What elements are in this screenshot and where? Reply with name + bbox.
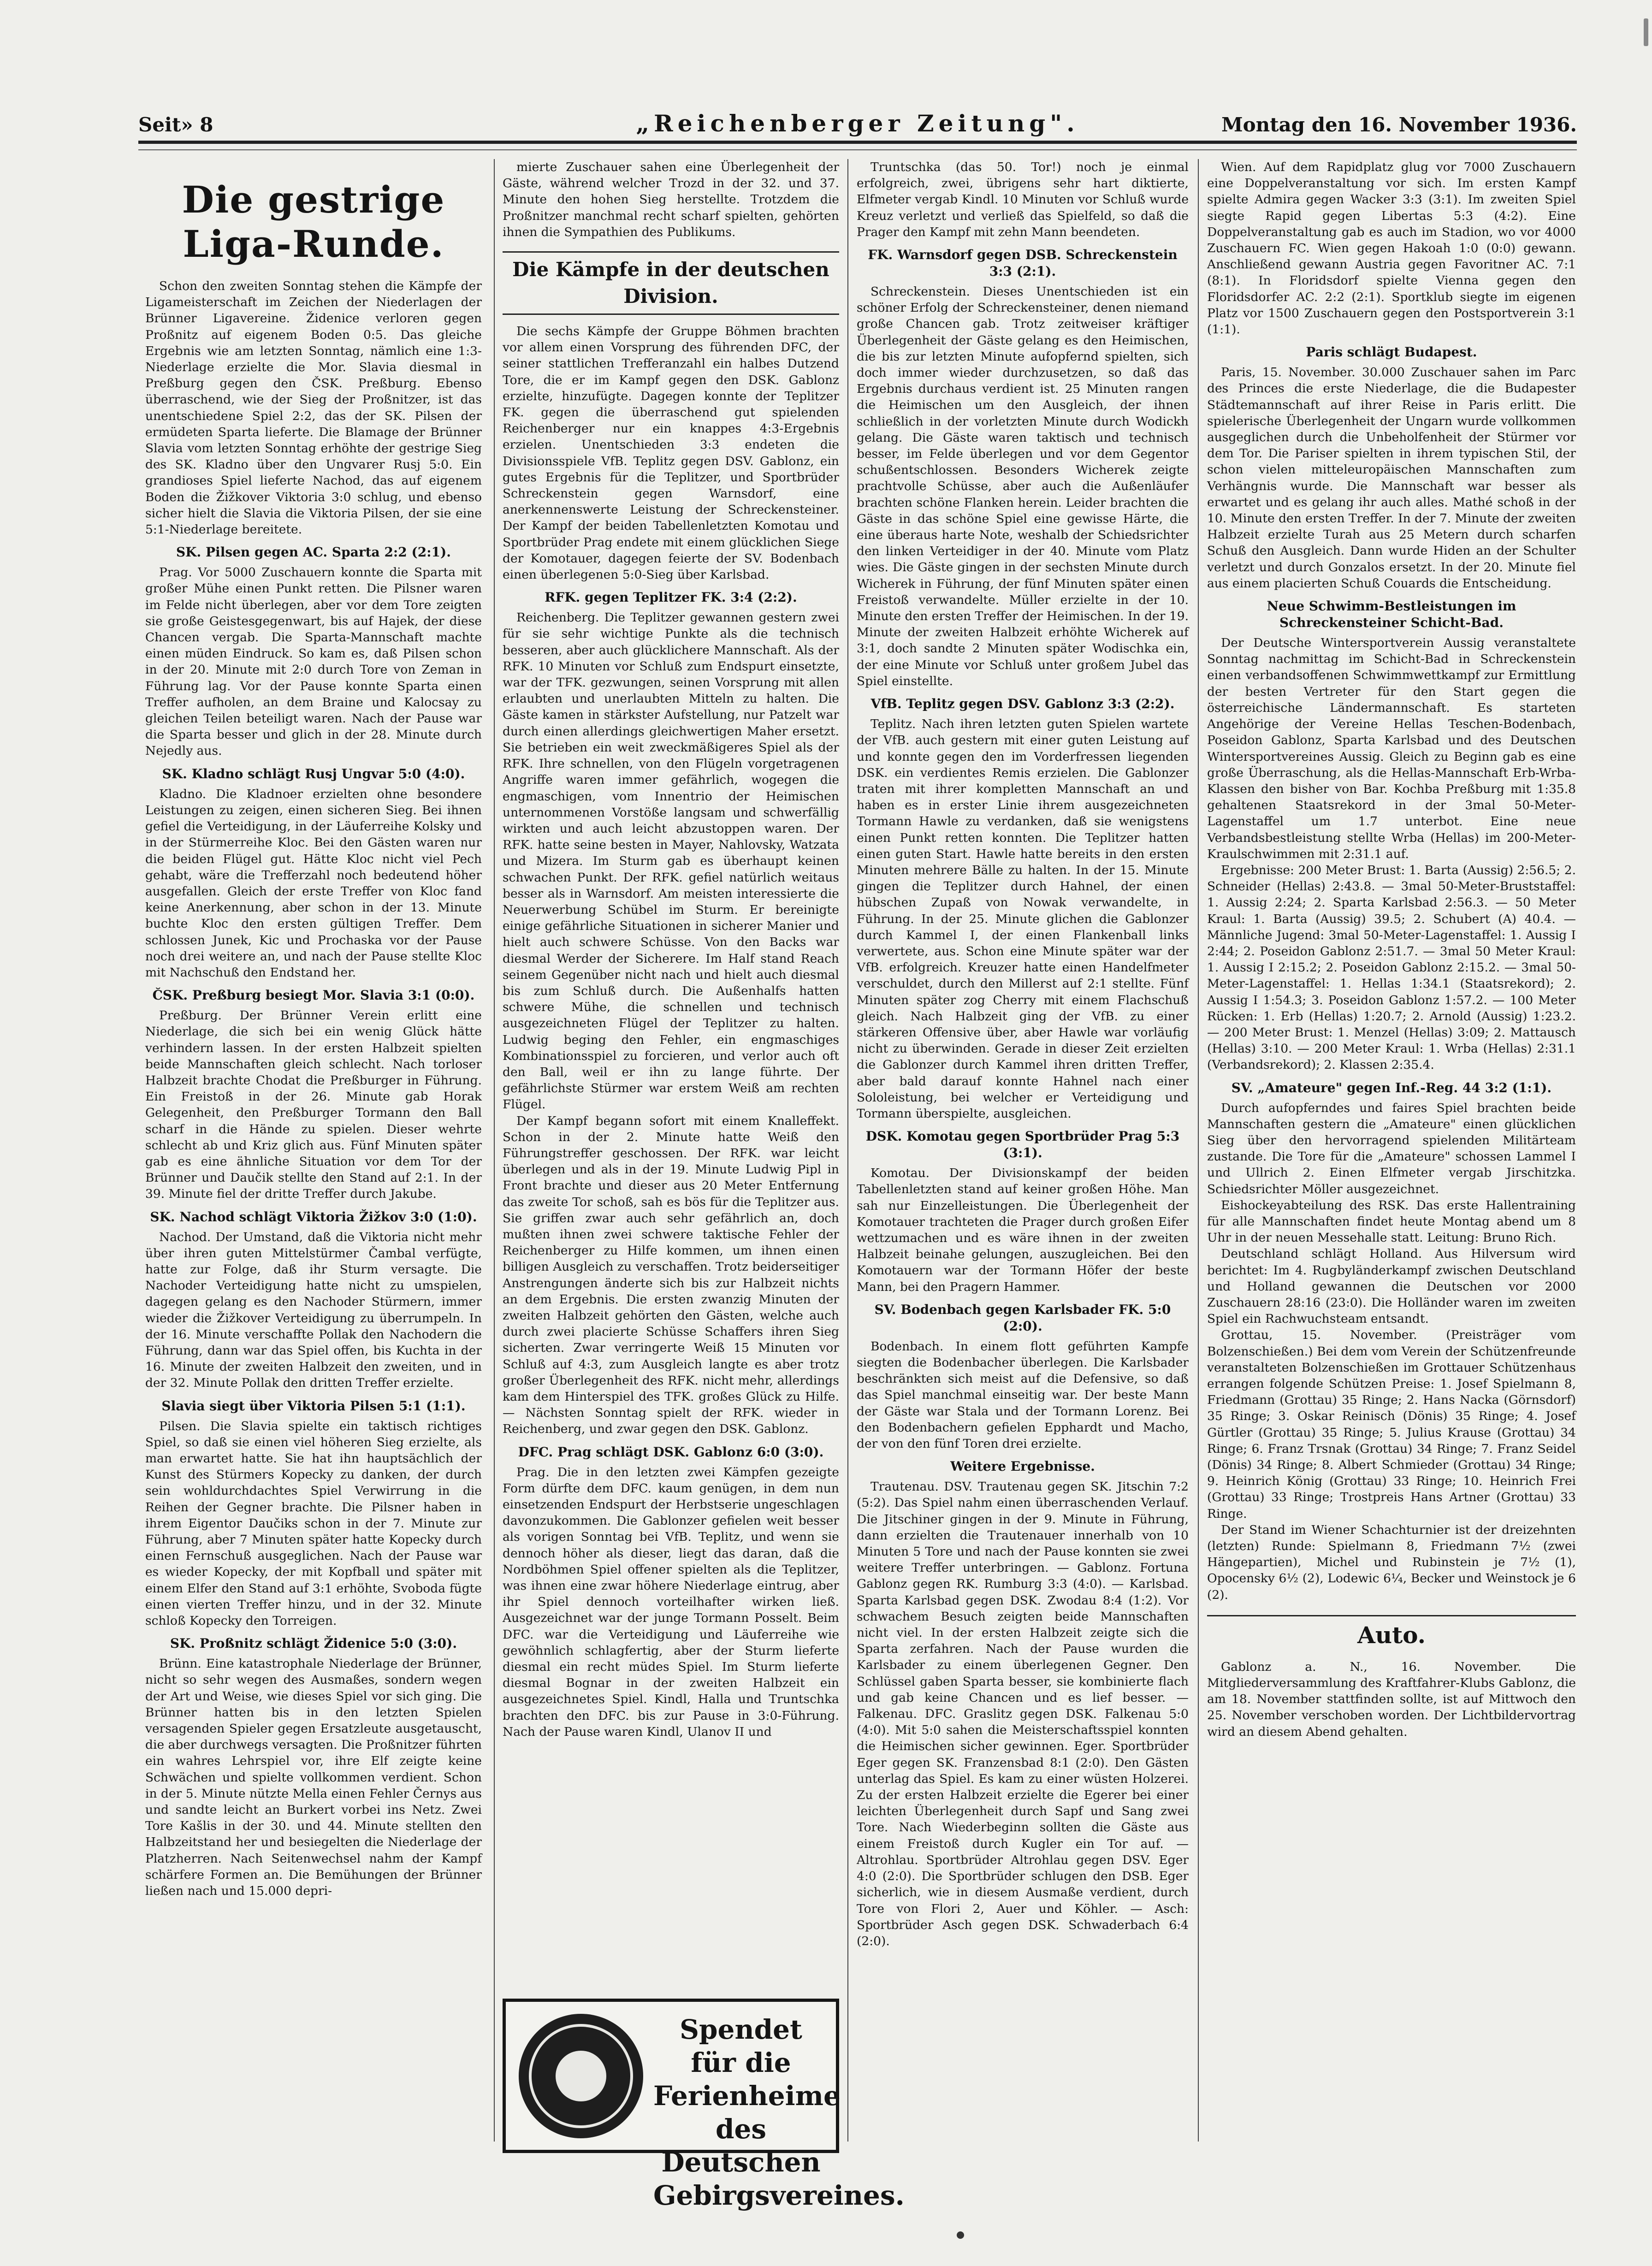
section-heading: RFK. gegen Teplitzer FK. 3:4 (2:2). xyxy=(545,590,797,605)
column-divider xyxy=(494,159,495,2142)
column-3 xyxy=(857,159,1189,1949)
section-heading: Weitere Ergebnisse. xyxy=(950,1459,1095,1474)
scan-edge-mark xyxy=(1644,18,1648,46)
section-heading: SV. „Amateure" gegen Inf.-Reg. 44 3:2 (1:1). xyxy=(1231,1080,1552,1095)
headline-liga-runde: Die gestrige Liga-Runde. xyxy=(182,178,445,266)
article-paragraph: Durch aufopferndes und faires Spiel brachten beide Mannschaften gestern die „Amateure" einen glücklichen Sieg über den hervorragend spielenden Militärteam zustande. Die Tore für die „Amateure" schossen Lammel I und Ullrich 2. Einen Elfmeter vergab Jirschitzka. Schiedsrichter Möller ausgezeichnet. xyxy=(1207,1100,1576,1196)
article-paragraph: Komotau. Der Divisionskampf der beiden Tabellenletzten stand auf keiner großen Höhe. Man sah nur Einzelleistungen. Die Überlegenheit der Komotauer trachteten die Prager durch großen Eifer wettzumachen und es wäre ihnen in der zweiten Halbzeit beinahe gelungen, auszugleichen. Bei den Komotauern war der Tormann Höfer der beste Mann, bei den Pragern Hammer. xyxy=(857,1166,1189,1294)
section-heading: DFC. Prag schlägt DSK. Gablonz 6:0 (3:0). xyxy=(518,1444,824,1460)
section-heading: SK. Nachod schlägt Viktoria Žižkov 3:0 (1:0). xyxy=(150,1209,477,1225)
article-paragraph: Der Stand im Wiener Schachturnier ist der dreizehnten (letzten) Runde: Spielmann 8, Friedmann 7½ (zwei Hängepartien), Michel und Rubinstein je 7½ (1), Opocensky 6½ (2), Lodewic 6¼, Becker und Weinstock je 6 (2). xyxy=(1207,1522,1576,1602)
page-number: Seit» 8 xyxy=(138,113,213,136)
column-2 xyxy=(503,159,839,1740)
article-paragraph: Ergebnisse: 200 Meter Brust: 1. Barta (Aussig) 2:56.5; 2. Schneider (Hellas) 2:43.8. — 3mal 50-Meter-Bruststaffel: 1. Aussig 2:24; 2. Sparta Karlsbad 2:56.3. — 50 Meter Kraul: 1. Barta (Aussig) 39.5; 2. Schubert (A) 40.4. — Männliche Jugend: 3mal 50-Meter-Lagenstaffel: 1. Aussig I 2:44; 2. Poseidon Gablonz 2:51.7. — 3mal 50 Meter Kraul: 1. Aussig I 2:15.2; 2. Poseidon Gablonz 2:15.2. — 3mal 50-Meter-Lagenstaffel: 1. Hellas 1:34.1 (Staatsrekord); 2. Aussig I 1:54.3; 3. Poseidon Gablonz 1:57.2. — 100 Meter Rücken: 1. Erb (Hellas) 1:20.7; 2. Arnold (Aussig) 1:23.2. — 200 Meter Brust: 1. Menzel (Hellas) 3:09; 2. Mattausch (Hellas) 3:10. — 200 Meter Kraul: 1. Wrba (Hellas) 2:31.1 (Verbandsrekord); 2. Klassen 2:35.4. xyxy=(1207,863,1576,1072)
page-header xyxy=(138,110,1577,142)
advertisement-text xyxy=(653,2013,905,2212)
article-paragraph: Bodenbach. In einem flott geführten Kampfe siegten die Bodenbacher überlegen. Die Karlsbader beschränkten sich meist auf die Defensive, so daß das Spiel manchmal einseitig war. Der beste Mann der Gäste war Stala und der Tormann Lorenz. Bei den Bodenbachern gefielen Epphardt und Macho, der von den fünf Toren drei erzielte. xyxy=(857,1339,1189,1451)
article-paragraph: Trautenau. DSV. Trautenau gegen SK. Jitschin 7:2 (5:2). Das Spiel nahm einen überraschenden Verlauf. Die Jitschiner gingen in der 9. Minute in Führung, dann erzielten die Trautenauer innerhalb von 10 Minuten 5 Tore und nach der Pause konnten sie zwei weitere Treffer unterbringen. — Gablonz. Fortuna Gablonz gegen RK. Rumburg 3:3 (4:0). — Karlsbad. Sparta Karlsbad gegen DSK. Zwodau 8:4 (1:2). Vor schwachem Besuch zeigten beide Mannschaften nicht viel. In der ersten Halbzeit zeigte sich die Sparta zerfahren. Nach der Pause wurden die Karlsbader zu einem überlegenen Gegner. Den Schlüssel gaben Sparta besser, sie kombinierte flach und gab keine Chancen und es lief besser. — Falkenau. DFC. Graslitz gegen DSK. Falkenau 5:0 (4:0). Mit 5:0 sahen die Meisterschaftsspiel konnten die Heimischen sicher gewinnen. Eger. Sportbrüder Eger gegen SK. Franzensbad 8:1 (2:0). Den Gästen unterlag das Spiel. Es kam zu einer wüsten Holzerei. Zu der ersten Halbzeit erzielte die Egerer bei einer leichten Überlegenheit durch Sapf und Sang zwei Tore. Nach Wiederbeginn sollten die Gäste aus einem Freistoß durch Kugler ein Tor auf. — Altrohlau. Sportbrüder Altrohlau gegen DSV. Eger 4:0 (2:0). Die Sportbrüder schlugen den DSB. Eger sicherlich, wie in diesem Ausmaße verdient, durch Tore von Flori 2, Auer und Köhler. — Asch: Sportbrüder Asch gegen DSK. Schwaderbach 6:4 (2:0). xyxy=(857,1479,1189,1948)
column-divider xyxy=(847,159,848,2142)
article-paragraph: Deutschland schlägt Holland. Aus Hilversum wird berichtet: Im 4. Rugbyländerkampf zwischen Deutschland und Holland gewannen die Deutschen vor 2000 Zuschauern 28:16 (23:0). Die Holländer waren im zweiten Spiel ein Rachwuchsteam entsandt. xyxy=(1207,1247,1576,1326)
article-paragraph: Gablonz a. N., 16. November. Die Mitgliederversammlung des Kraftfahrer-Klubs Gablonz, die am 18. November stattfinden sollte, ist auf Mittwoch den 25. November verschoben worden. Der Lichtbildervortrag wird an diesem Abend gehalten. xyxy=(1207,1659,1576,1739)
print-mark xyxy=(957,2231,964,2239)
article-paragraph: Prag. Vor 5000 Zuschauern konnte die Sparta mit großer Mühe einen Punkt retten. Die Pilsner waren im Felde nicht überlegen, aber vor dem Tore zeigten sie große Geistesgegenwart, bis auf Hajek, der diese Chancen vergab. Die Sparta-Mannschaft machte einen müden Eindruck. So kam es, daß Pilsen schon in der 20. Minute mit 2:0 durch Tore von Zeman in Führung lag. Vor der Pause konnte Sparta einen Treffer aufholen, an dem Braine und Kalocsay zu gleichen Teilen beteiligt waren. Nach der Pause war die Sparta besser und glich in der 28. Minute durch Nejedly aus. xyxy=(145,565,482,758)
article-paragraph: Grottau, 15. November. (Preisträger vom Bolzenschießen.) Bei dem vom Verein der Schützenfreunde veranstalteten Bolzenschießen im Grottauer Schützenhaus errangen folgende Schützen Preise: 1. Josef Spielmann 8, Friedmann (Grottau) 35 Ringe; 2. Hans Nacka (Görnsdorf) 35 Ringe; 3. Oskar Reinisch (Dönis) 35 Ringe; 4. Josef Gürtler (Grottau) 35 Ringe; 5. Julius Krause (Grottau) 34 Ringe; 6. Franz Trsnak (Grottau) 34 Ringe; 7. Franz Seidel (Dönis) 34 Ringe; 8. Albert Schmieder (Grottau) 34 Ringe; 9. Heinrich König (Grottau) 33 Ringe; 10. Heinrich Frei (Grottau) 33 Ringe; Trostpreis Hans Artner (Grottau) 33 Ringe. xyxy=(1207,1328,1576,1521)
section-heading: SV. Bodenbach gegen Karlsbader FK. 5:0 (2:0). xyxy=(874,1302,1171,1334)
article-paragraph: mierte Zuschauer sahen eine Überlegenheit der Gäste, während welcher Trozd in der 32. und 37. Minute den hohen Sieg herstellte. Trotzdem die Proßnitzer manchmal recht scharf spielten, gehörten ihnen die Sympathien des Publikums. xyxy=(503,160,839,239)
article-paragraph: Schon den zweiten Sonntag stehen die Kämpfe der Ligameisterschaft im Zeichen der Niederlagen der Brünner Ligavereine. Židenice verloren gegen Proßnitz auf eigenem Boden 0:5. Das gleiche Ergebnis wie am letzten Sonntag, nämlich eine 1:3-Niederlage erzielte die Mor. Slavia diesmal in Preßburg gegen den ČSK. Preßburg. Ebenso überraschend, wie der Sieg der Proßnitzer, ist das unentschiedene Spiel 2:2, das der SK. Pilsen der ermüdeten Sparta lieferte. Die Blamage der Brünner Slavia vom letzten Sonntag erhöhte der gestrige Sieg des SK. Kladno über den Ungvarer Rusj 5:0. Ein grandioses Spiel lieferte Nachod, das auf eigenem Boden die Žižkover Viktoria 3:0 schlug, und ebenso sicher hielt die Slavia die Viktoria Pilsen, der sie eine 5:1-Niederlage bereitete. xyxy=(145,279,482,537)
article-paragraph: Truntschka (das 50. Tor!) noch je einmal erfolgreich, zwei, übrigens sehr hart diktierte, Elfmeter vergab Kindl. 10 Minuten vor Schluß wurde Kreuz verletzt und verließ das Spielfeld, so daß die Prager den Kampf mit zehn Mann beendeten. xyxy=(857,160,1189,239)
section-heading: Paris schlägt Budapest. xyxy=(1306,344,1477,360)
header-rule xyxy=(138,141,1577,150)
section-heading: SK. Kladno schlägt Rusj Ungvar 5:0 (4:0). xyxy=(162,766,465,781)
article-paragraph: Kladno. Die Kladnoer erzielten ohne besondere Leistungen zu zeigen, einen sicheren Sieg. Bei ihnen gefiel die Verteidigung, in der Läuferreihe Kolsky und in der Stürmerreihe Kloc. Bei den Gästen waren nur die beiden Flügel gut. Hätte Kloc nicht viel Pech gehabt, wäre die Trefferzahl noch bedeutend höher ausgefallen. Gleich der erste Treffer von Kloc fand keine Anerkennung, aber schon in der 13. Minute buchte Kloc den ersten gültigen Treffer. Dem schlossen Junek, Kic und Prochaska vor der Pause noch drei weitere an, und nach der Pause stellte Kloc mit Nachschuß den Endstand her. xyxy=(145,787,482,980)
section-heading: DSK. Komotau gegen Sportbrüder Prag 5:3 (3:1). xyxy=(865,1129,1180,1161)
article-paragraph: Paris, 15. November. 30.000 Zuschauer sahen im Parc des Princes die erste Niederlage, die die Budapester Städtemannschaft auf ihrer Reise in Paris erlitt. Die spielerische Überlegenheit der Ungarn wurde vollkommen ausgeglichen durch die Unbeholfenheit der Stürmer vor dem Tor. Die Pariser spielten in ihrem typischen Stil, der schon vielen mitteleuropäischen Mannschaften zum Verhängnis wurde. Die Mannschaft war besser als erwartet und es gelang ihr auch alles. Mathé schoß in der 10. Minute den ersten Treffer. In der 7. Minute der zweiten Halbzeit erzielte Turah aus 25 Metern durch scharfen Schuß den Ausgleich. Dann wurde Hiden an der Schulter verletzt und durch Gonzalos ersetzt. In der 20. Minute fiel aus einem placierten Schuß Couards die Entscheidung. xyxy=(1207,365,1576,591)
article-paragraph: Brünn. Eine katastrophale Niederlage der Brünner, nicht so sehr wegen des Ausmaßes, sondern wegen der Art und Weise, wie dieses Spiel vor sich ging. Die Brünner hatten bis in den letzten Spielen versagenden Spieler gegen Ersatzleute ausgetauscht, die aber durchwegs versagten. Die Proßnitzer führten ein wahres Lehrspiel vor, ihre Elf zeigte keine Schwächen und spielte vollkommen verdient. Schon in der 5. Minute nützte Mella einen Fehler Černys aus und sandte leicht an Burkert vorbei ins Netz. Zwei Tore Kašlis in der 30. und 44. Minute stellten den Halbzeitstand her und besiegelten die Niederlage der Platzherren. Nach Seitenwechsel nahm der Kampf schärfere Formen an. Die Bemühungen der Brünner ließen nach und 15.000 depri- xyxy=(145,1657,482,1899)
headline-deutsche-division: Die Kämpfe in der deutschen Division. xyxy=(503,251,839,315)
section-heading: SK. Pilsen gegen AC. Sparta 2:2 (2:1). xyxy=(176,544,451,560)
article-paragraph: Die sechs Kämpfe der Gruppe Böhmen brachten vor allem einen Vorsprung des führenden DFC, der seiner stattlichen Trefferanzahl ein halbes Dutzend Tore, die er im Kampf gegen den DSK. Gablonz erzielte, hinzufügte. Dagegen konnte der Teplitzer FK. gegen die überraschend gut spielenden Reichenberger nur ein knappes 4:3-Ergebnis erzielen. Unentschieden 3:3 endeten die Divisionsspiele VfB. Teplitz gegen DSV. Gablonz, ein gutes Ergebnis für die Teplitzer, und Sportbrüder Schreckenstein gegen Warnsdorf, eine anerkennenswerte Leistung der Schreckensteiner. Der Kampf der beiden Tabellenletzten Komotau und Sportbrüder Prag endete mit einem glücklichen Siege der Komotauer, dagegen feierte der SV. Bodenbach einen überlegenen 5:0-Sieg über Karlsbad. xyxy=(503,324,839,582)
column-4 xyxy=(1207,159,1576,1740)
section-heading: Neue Schwimm-Bestleistungen im Schreckensteiner Schicht-Bad. xyxy=(1267,598,1516,631)
column-divider xyxy=(1198,159,1199,2142)
advertisement-box xyxy=(503,1999,905,2211)
article-paragraph: Der Deutsche Wintersportverein Aussig veranstaltete Sonntag nachmittag im Schicht-Bad in Schreckenstein einen verbandsoffenen Schwimmwettkampf zur Ermittlung der besten Vertreter für den Start gegen die österreichische Ländermannschaft. Es starteten Angehörige der Vereine Hellas Teschen-Bodenbach, Poseidon Gablonz, Sparta Karlsbad und des Deutschen Wintersportvereines Aussig. Gleich zu Beginn gab es eine große Überraschung, als die Hellas-Mannschaft Erb-Wrba-Klassen den bisher von Bar. Kochba Preßburg mit 1:35.8 gehaltenen Staatsrekord in der 3mal 50-Meter-Lagenstaffel um 1.7 unterbot. Eine neue Verbandsbestleistung stellte Wrba (Hellas) im 200-Meter-Kraulschwimmen mit 2:31.1 auf. xyxy=(1207,636,1576,861)
article-paragraph: Wien. Auf dem Rapidplatz glug vor 7000 Zuschauern eine Doppelveranstaltung vor sich. Im ersten Kampf spielte Admira gegen Wacker 3:3 (3:1). Im zweiten Spiel siegte Rapid gegen Libertas 5:3 (4:2). Eine Doppelveranstaltung gab es auch im Stadion, wo vor 4000 Zuschauern FC. Wien gegen Hakoah 1:0 (0:0) gewann. Anschließend gewann Austria gegen Favoritner AC. 7:1 (8:1). In Floridsdorf spielte Vienna gegen den Floridsdorfer AC. 2:2 (2:1). Sportklub siegte im eigenen Platz vor 1500 Zuschauern gegen den Postsportverein 3:1 (1:1). xyxy=(1207,160,1576,337)
article-paragraph: Teplitz. Nach ihren letzten guten Spielen wartete der VfB. auch gestern mit einer guten Leistung auf und konnte gegen den im Vorderfressen liegenden DSK. ein verdientes Remis erzielen. Die Gablonzer traten mit ihrer kompletten Mannschaft an und haben es in erster Linie ihrem ausgezeichneten Tormann Hawle zu verdanken, daß sie wenigstens einen Punkt retten konnten. Die Teplitzer hatten einen guten Start. Hawle hatte bereits in den ersten Minuten mehrere Bälle zu halten. In der 15. Minute gingen die Teplitzer durch Hahnel, der einen hübschen Zupaß von Nowak verwandelte, in Führung. In der 25. Minute glichen die Gablonzer durch Kammel I, der einen Flankenball links verwertete, aus. Schon eine Minute später war der VfB. erfolgreich. Kreuzer hatte einen Handelfmeter verschuldet, durch den Millerst auf 2:1 stellte. Fünf Minuten später zog Cherry mit einem Flachschuß gleich. Nach Halbzeit ging der VfB. zu einer stärkeren Offensive über, aber Hawle war vorläufig nicht zu überwinden. Gerade in dieser Zeit erzielten die Gablonzer durch Kammel ihren dritten Treffer, aber bald darauf konnte Hahnel nach einer Sololeistung, bei welcher er Verteidigung und Tormann überspielte, ausgleichen. xyxy=(857,717,1189,1121)
section-heading: FK. Warnsdorf gegen DSB. Schreckenstein 3:3 (2:1). xyxy=(868,247,1178,279)
society-emblem-icon xyxy=(519,2014,643,2138)
ad-line: Spendet für die xyxy=(680,2014,802,2078)
headline-auto: Auto. xyxy=(1207,1615,1576,1651)
newspaper-title: „Reichenberger Zeitung". xyxy=(636,110,1079,137)
column-1 xyxy=(145,159,482,1899)
ad-line: Ferienheime xyxy=(653,2080,841,2112)
issue-date: Montag den 16. November 1936. xyxy=(1221,113,1577,136)
article-paragraph: Eishockeyabteilung des RSK. Das erste Hallentraining für alle Mannschaften findet heute Montag abend um 8 Uhr in der neuen Messehalle statt. Leitung: Bruno Rich. xyxy=(1207,1198,1576,1245)
article-paragraph: Schreckenstein. Dieses Unentschieden ist ein schöner Erfolg der Schreckensteiner, denen niemand große Chancen gab. Trotz zeitweiser kräftiger Überlegenheit der Gäste gelang es den Heimischen, die bis zur letzten Minute aufopfernd spielten, sich doch immer wieder durchzusetzen, so daß das Ergebnis durchaus verdient ist. 25 Minuten rangen die Heimischen um den Ausgleich, der ihnen schließlich in der vorletzten Minute durch Wodickh gelang. Die Gäste waren taktisch und technisch besser, im Felde überlegen und vor dem Gegentor schußentschlossen. Besonders Wicherek zeigte prachtvolle Schüsse, aber auch die Außenläufer brachten schöne Flanken herein. Leider brachten die Gäste in das schöne Spiel eine gewisse Härte, die eine überaus harte Note, weshalb der Schiedsrichter den linken Verteidiger in der 40. Minute vom Platz wies. Die Gäste gingen in der sechsten Minute durch Wicherek in Führung, der fünf Minuten später einen Freistoß verwandelte. Müller erzielte in der 10. Minute den ersten Treffer der Heimischen. In der 19. Minute der zweiten Halbzeit erhöhte Wicherek auf 3:1, doch sandte 2 Minuten später Wodischka ein, der eine Minute vor Schluß unter großem Jubel das Spiel einstellte. xyxy=(857,284,1189,688)
section-heading: Slavia siegt über Viktoria Pilsen 5:1 (1:1). xyxy=(161,1398,466,1414)
article-paragraph: Reichenberg. Die Teplitzer gewannen gestern zwei für sie sehr wichtige Punkte als die technisch besseren, aber auch glücklichere Mannschaft. Als der RFK. 10 Minuten vor Schluß zum Endspurt einsetzte, war der TFK. gezwungen, seinen Vorsprung mit allen erlaubten und unerlaubten Mitteln zu halten. Die Gäste kamen in stärkster Aufstellung, nur Patzelt war durch einen allerdings gleichwertigen Maher ersetzt. Sie betrieben ein weit zweckmäßigeres Spiel als der RFK. Ihre schnellen, von den Flügeln vorgetragenen Angriffe waren immer gefährlich, wogegen die engmaschigen, vom Innentrio der Heimischen unternommenen Vorstöße langsam und schwerfällig wirkten und auch leicht abzustoppen waren. Der RFK. hatte seine besten in Mayer, Nahlovsky, Watzata und Mizera. Im Sturm gab es überhaupt keinen schwachen Punkt. Der RFK. gefiel natürlich weitaus besser als in Warnsdorf. Am meisten interessierte die Neuerwerbung Schübel im Sturm. Er bereinigte einige gefährliche Situationen in sicherer Manier und hielt auch schwere Schüsse. Von den Backs war diesmal Werder der Sicherere. Im Half stand Reach seinem Gegenüber nicht nach und hielt auch diesmal bis zum Schluß durch. Die Außenhalfs hatten schwere Mühe, die schnellen und technisch ausgezeichneten Flügel der Teplitzer zu halten. Ludwig beging den Fehler, ein engmaschiges Kombinationsspiel zu forcieren, und verlor auch oft den Ball, weil er ihn zu lange führte. Der gefährlichste Stürmer war erstem Weiß am rechten Flügel. xyxy=(503,610,839,1112)
section-heading: ČSK. Preßburg besiegt Mor. Slavia 3:1 (0:0). xyxy=(152,988,475,1003)
section-heading: SK. Proßnitz schlägt Židenice 5:0 (3:0). xyxy=(170,1636,457,1651)
article-paragraph: Prag. Die in den letzten zwei Kämpfen gezeigte Form dürfte dem DFC. kaum genügen, in dem nun einsetzenden Endspurt der Herbstserie ungeschlagen davonzukommen. Die Gablonzer gefielen weit besser als vorigen Sonntag bei VfB. Teplitz, und wenn sie dennoch höher als dieser, liegt das daran, daß die Nordböhmen Spiel offener spielten als die Teplitzer, was ihnen eine zwar höhere Niederlage eintrug, aber ihr Spiel dennoch vorteilhafter wirken ließ. Ausgezeichnet war der junge Tormann Posselt. Beim DFC. war die Verteidigung und Läuferreihe wie gewöhnlich schlagfertig, aber der Sturm lieferte diesmal ein recht müdes Spiel. Im Sturm lieferte diesmal Bognar in der zweiten Halbzeit ein ausgezeichnetes Spiel. Kindl, Halla und Truntschka brachten den DFC. bis zur Pause in 3:0-Führung. Nach der Pause waren Kindl, Ulanov II und xyxy=(503,1465,839,1739)
ad-line: Gebirgsvereines. xyxy=(653,2180,905,2211)
article-paragraph: Preßburg. Der Brünner Verein erlitt eine Niederlage, die sich bei ein wenig Glück hätte verhindern lassen. In der ersten Halbzeit spielten beide Mannschaften gleich schlecht. Nach torloser Halbzeit brachte Chodat die Preßburger in Führung. Ein Freistoß in der 26. Minute gab Horak Gelegenheit, den Preßburger Tormann den Ball scharf in die Hände zu spielen. Dieser wehrte schlecht ab und Kriz glich aus. Fünf Minuten später gab es eine ähnliche Situation vor dem Tor der Brünner und Daučik stellte den Stand auf 2:1. In der 39. Minute fiel der dritte Treffer durch Jakube. xyxy=(145,1008,482,1201)
article-paragraph: Nachod. Der Umstand, daß die Viktoria nicht mehr über ihren guten Mittelstürmer Čambal verfügte, hatte zur Folge, daß ihr Sturm versagte. Die Nachoder Verteidigung hatte nicht zu umspielen, dagegen gelang es den Nachoder Stürmern, immer wieder die Žižkover Verteidigung zu überrumpeln. In der 16. Minute verschaffte Pollak den Nachodern die Führung, dann war das Spiel offen, bis Kuchta in der 16. Minute der zweiten Halbzeit den zweiten, und in der 32. Minute Pollak den dritten Treffer erzielte. xyxy=(145,1230,482,1390)
ad-line: des Deutschen xyxy=(661,2113,821,2178)
article-paragraph: Pilsen. Die Slavia spielte ein taktisch richtiges Spiel, so daß sie einen viel höheren Sieg erzielte, als man erwartet hatte. Sie hat ihn hauptsächlich der Kunst des Stürmers Kopecky zu danken, der durch sein wohldurchdachtes Spiel Verwirrung in die Reihen der Gegner brachte. Die Pilsner haben in ihrem Eigentor Daučiks schon in der 7. Minute zur Führung, aber 7 Minuten später hatte Kopecky durch einen Fernschuß ausgeglichen. Nach der Pause war es wieder Kopecky, der mit Kopfball und später mit einem Elfer den Stand auf 3:1 erhöhte, Svoboda fügte einen vierten Treffer hinzu, und in der 32. Minute schloß Kopecky den Torreigen. xyxy=(145,1419,482,1628)
section-heading: VfB. Teplitz gegen DSV. Gablonz 3:3 (2:2). xyxy=(870,696,1175,712)
article-paragraph: Der Kampf begann sofort mit einem Knalleffekt. Schon in der 2. Minute hatte Weiß den Führungstreffer geschossen. Der RFK. war leicht überlegen und als in der 19. Minute Ludwig Pipl in Front brachte und dieser aus 20 Meter Entfernung das zweite Tor schoß, sah es bös für die Teplitzer aus. Sie griffen zwar auch sehr gefährlich an, doch mußten ihnen zwei schwere taktische Fehler der Reichenberger zu Hilfe kommen, um ihnen einen billigen Ausgleich zu verschaffen. Trotz beiderseitiger Anstrengungen änderte sich bis zur Halbzeit nichts an dem Ergebnis. Die ersten zwanzig Minuten der zweiten Halbzeit gehörten den Gästen, welche auch durch zwei placierte Schüsse Schaffers ihren Sieg sicherten. Zwar verringerte Weiß 15 Minuten vor Schluß auf 4:3, zum Ausgleich langte es aber trotz großer Überlegenheit des RFK. nicht mehr, allerdings kam dem Hinterspiel des TFK. großes Glück zu Hilfe. — Nächsten Sonntag spielt der RFK. wieder in Reichenberg, und zwar gegen den DSK. Gablonz. xyxy=(503,1113,839,1437)
